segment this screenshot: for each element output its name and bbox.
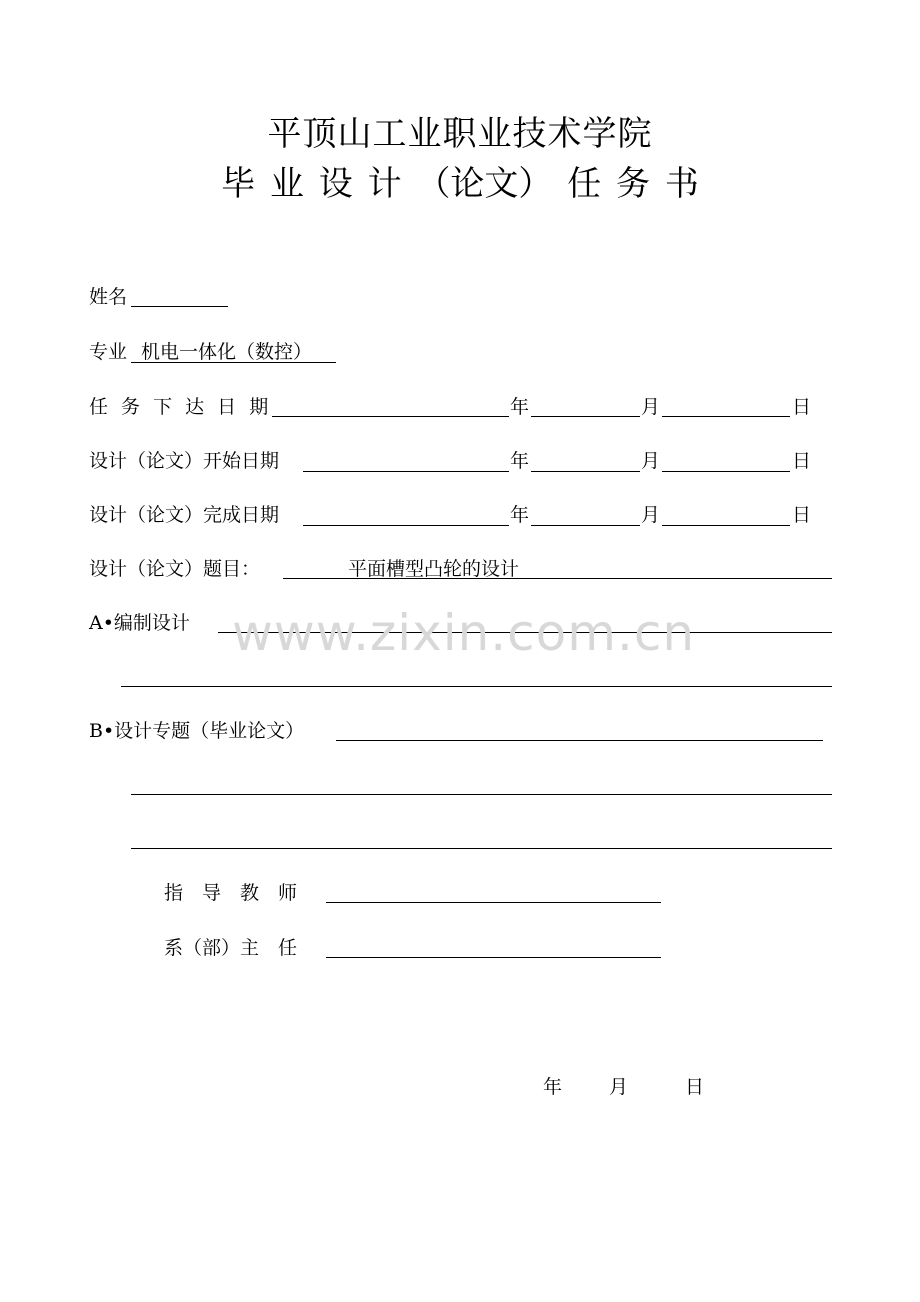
finish-day-label: 日 — [792, 504, 812, 526]
finish-month-label: 月 — [641, 504, 661, 526]
section-a-label: A•编制设计 — [89, 612, 190, 634]
finish-date-year-field[interactable] — [303, 525, 509, 526]
school-name: 平顶山工业职业技术学院 — [267, 114, 653, 154]
topic-value: 平面槽型凸轮的设计 — [348, 558, 520, 580]
section-b-line-1[interactable] — [336, 740, 823, 741]
dept-head-signature-field[interactable] — [326, 957, 661, 958]
name-field[interactable] — [131, 306, 228, 307]
topic-label: 设计（论文）题目： — [89, 558, 261, 580]
footer-month-label: 月 — [609, 1076, 629, 1098]
finish-date-label: 设计（论文）完成日期 — [89, 504, 280, 526]
section-a-line-2[interactable] — [121, 686, 832, 687]
finish-year-label: 年 — [510, 504, 530, 526]
dept-head-label: 系（部）主 任 — [164, 937, 298, 959]
start-date-label: 设计（论文）开始日期 — [89, 450, 280, 472]
advisor-signature-field[interactable] — [326, 902, 661, 903]
advisor-label: 指 导 教 师 — [164, 882, 298, 904]
issue-date-label: 任 务 下 达 日 期 — [89, 396, 271, 418]
start-month-label: 月 — [641, 450, 661, 472]
section-b-line-2[interactable] — [131, 794, 832, 795]
issue-date-month-field[interactable] — [531, 416, 640, 417]
footer-day-label: 日 — [685, 1076, 705, 1098]
start-date-day-field[interactable] — [662, 471, 790, 472]
major-label: 专业 — [89, 341, 128, 363]
issue-date-year-field[interactable] — [272, 416, 509, 417]
major-value: 机电一体化（数控） — [141, 341, 313, 363]
start-year-label: 年 — [510, 450, 530, 472]
section-b-label: B•设计专题（毕业论文） — [89, 720, 305, 742]
issue-date-day-field[interactable] — [662, 416, 790, 417]
issue-month-label: 月 — [641, 396, 661, 418]
name-label: 姓名 — [89, 286, 128, 308]
footer-year-label: 年 — [543, 1076, 563, 1098]
issue-year-label: 年 — [510, 396, 530, 418]
start-date-year-field[interactable] — [303, 471, 509, 472]
finish-date-month-field[interactable] — [531, 525, 640, 526]
section-b-line-3[interactable] — [131, 848, 832, 849]
document-title: 毕 业 设 计 （论文） 任 务 书 — [221, 164, 699, 204]
watermark: www.zixin.com.cn — [232, 604, 696, 662]
finish-date-day-field[interactable] — [662, 525, 790, 526]
issue-day-label: 日 — [792, 396, 812, 418]
start-day-label: 日 — [792, 450, 812, 472]
start-date-month-field[interactable] — [531, 471, 640, 472]
